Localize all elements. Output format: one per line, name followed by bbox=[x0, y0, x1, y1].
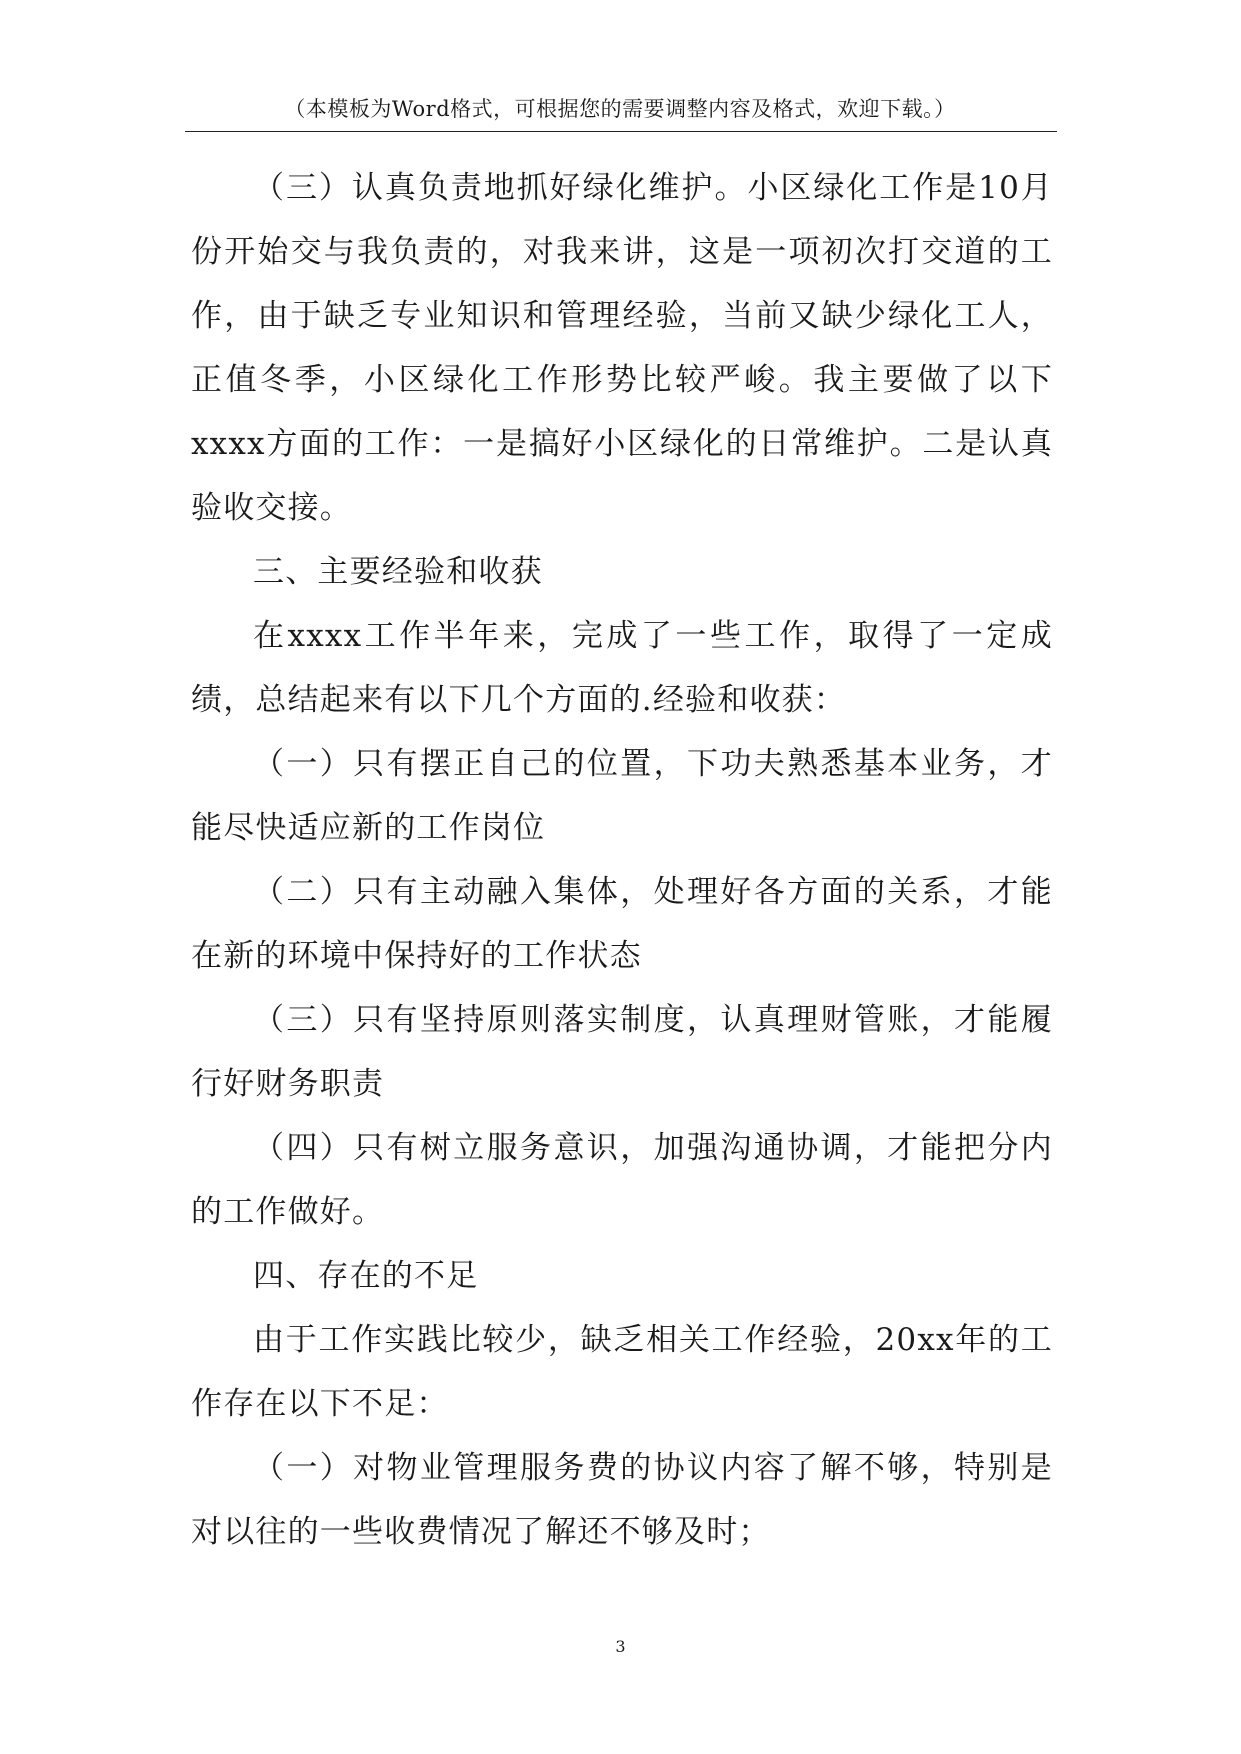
template-note-header: （本模板为Word格式，可根据您的需要调整内容及格式，欢迎下载。） bbox=[284, 97, 956, 121]
page-number: 3 bbox=[615, 1637, 626, 1656]
header-divider bbox=[185, 131, 1057, 132]
paragraph-experience-item-1: （一）只有摆正自己的位置，下功夫熟悉基本业务，才能尽快适应新的工作岗位 bbox=[191, 746, 1053, 846]
section-heading-experience: 三、主要经验和收获 bbox=[253, 554, 543, 590]
paragraph-experience-item-3: （三）只有坚持原则落实制度，认真理财管账，才能履行好财务职责 bbox=[191, 1002, 1053, 1102]
section-heading-shortcomings: 四、存在的不足 bbox=[253, 1258, 479, 1294]
paragraph-shortcomings-intro: 由于工作实践比较少，缺乏相关工作经验，20xx年的工作存在以下不足： bbox=[191, 1322, 1053, 1422]
paragraph-experience-intro: 在xxxx工作半年来，完成了一些工作，取得了一定成绩，总结起来有以下几个方面的.经验和收获： bbox=[191, 618, 1053, 718]
document-body bbox=[191, 156, 1053, 1564]
paragraph-experience-item-2: （二）只有主动融入集体，处理好各方面的关系，才能在新的环境中保持好的工作状态 bbox=[191, 874, 1053, 974]
paragraph-experience-item-4: （四）只有树立服务意识，加强沟通协调，才能把分内的工作做好。 bbox=[191, 1130, 1053, 1230]
paragraph-shortcoming-item-1: （一）对物业管理服务费的协议内容了解不够，特别是对以往的一些收费情况了解还不够及时； bbox=[191, 1450, 1053, 1550]
paragraph-greening-maintenance: （三）认真负责地抓好绿化维护。小区绿化工作是10月份开始交与我负责的，对我来讲，这是一项初次打交道的工作，由于缺乏专业知识和管理经验，当前又缺少绿化工人，正值冬季，小区绿化工作形势比较严峻。我主要做了以下xxxx方面的工作：一是搞好小区绿化的日常维护。二是认真验收交接。 bbox=[191, 170, 1053, 526]
